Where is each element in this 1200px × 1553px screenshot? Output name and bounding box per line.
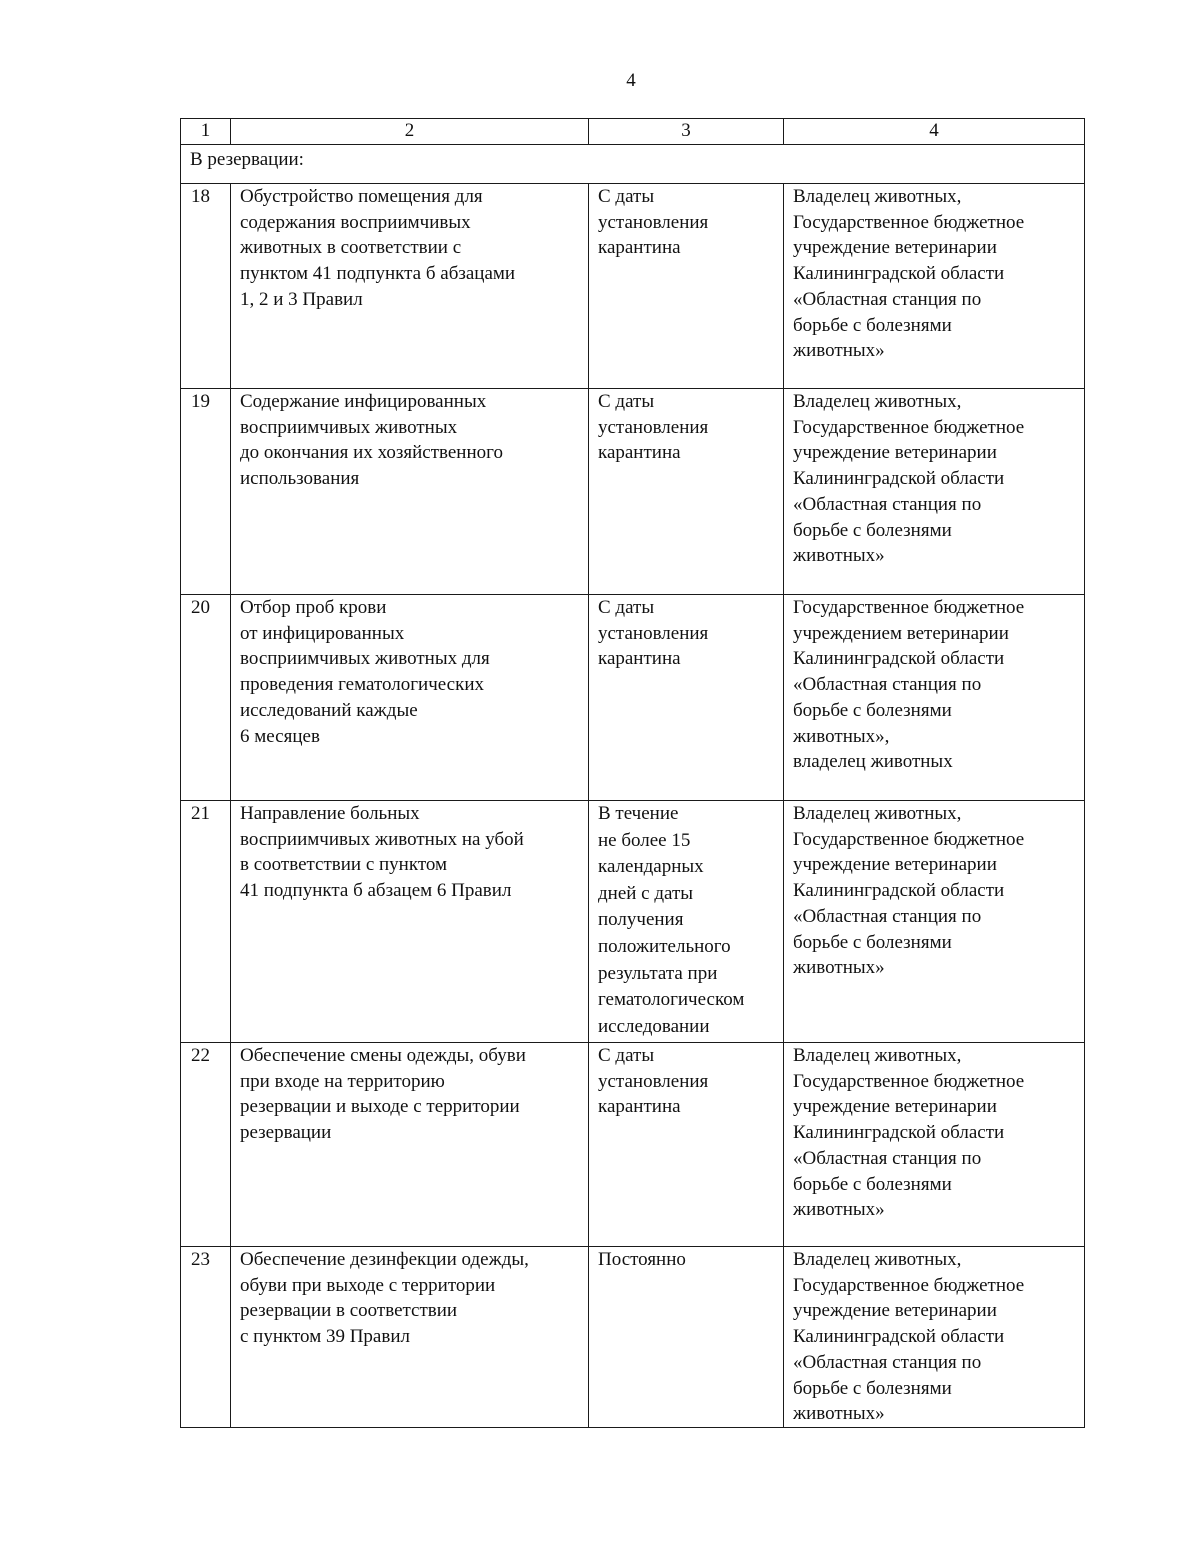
term-cell: В течение не более 15 календарных дней с даты получения положительного результата при гематологическом исследовании bbox=[589, 801, 784, 1043]
row-number: 21 bbox=[181, 801, 231, 1043]
measures-table bbox=[180, 118, 1085, 1428]
measure-cell: Содержание инфицированных восприимчивых животных до окончания их хозяйственного использования bbox=[231, 389, 589, 595]
row-number: 19 bbox=[181, 389, 231, 595]
header-cell-3: 3 bbox=[589, 119, 784, 145]
term-cell: С даты установления карантина bbox=[589, 389, 784, 595]
responsible-cell: Владелец животных, Государственное бюджетное учреждение ветеринарии Калининградской области «Областная станция по борьбе с болезнями животных» bbox=[784, 184, 1085, 389]
responsible-cell: Владелец животных, Государственное бюджетное учреждение ветеринарии Калининградской области «Областная станция по борьбе с болезнями животных» bbox=[784, 801, 1085, 1043]
term-cell: С даты установления карантина bbox=[589, 1043, 784, 1247]
section-row bbox=[181, 145, 1085, 184]
measure-cell: Обеспечение смены одежды, обуви при входе на территорию резервации и выходе с территории резервации bbox=[231, 1043, 589, 1247]
row-number: 20 bbox=[181, 595, 231, 801]
responsible-cell: Владелец животных, Государственное бюджетное учреждение ветеринарии Калининградской области «Областная станция по борьбе с болезнями животных» bbox=[784, 1043, 1085, 1247]
responsible-cell: Государственное бюджетное учреждением ветеринарии Калининградской области «Областная станция по борьбе с болезнями животных», владелец животных bbox=[784, 595, 1085, 801]
header-cell-4: 4 bbox=[784, 119, 1085, 145]
table-row bbox=[181, 595, 1085, 801]
measure-cell: Обустройство помещения для содержания восприимчивых животных в соответствии с пунктом 41 подпункта б абзацами 1, 2 и 3 Правил bbox=[231, 184, 589, 389]
table-row bbox=[181, 1247, 1085, 1428]
row-number: 22 bbox=[181, 1043, 231, 1247]
table-row bbox=[181, 184, 1085, 389]
header-cell-1: 1 bbox=[181, 119, 231, 145]
measure-cell: Направление больных восприимчивых животных на убой в соответствии с пунктом 41 подпункта б абзацем 6 Правил bbox=[231, 801, 589, 1043]
measure-cell: Обеспечение дезинфекции одежды, обуви при выходе с территории резервации в соответствии с пунктом 39 Правил bbox=[231, 1247, 589, 1428]
term-cell: Постоянно bbox=[589, 1247, 784, 1428]
row-number: 18 bbox=[181, 184, 231, 389]
table-row bbox=[181, 389, 1085, 595]
table-row bbox=[181, 1043, 1085, 1247]
responsible-cell: Владелец животных, Государственное бюджетное учреждение ветеринарии Калининградской области «Областная станция по борьбе с болезнями животных» bbox=[784, 389, 1085, 595]
page-number: 4 bbox=[626, 70, 636, 91]
responsible-cell: Владелец животных, Государственное бюджетное учреждение ветеринарии Калининградской области «Областная станция по борьбе с болезнями животных» bbox=[784, 1247, 1085, 1428]
measure-cell: Отбор проб крови от инфицированных восприимчивых животных для проведения гематологических исследований каждые 6 месяцев bbox=[231, 595, 589, 801]
table-row bbox=[181, 801, 1085, 1043]
section-title: В резервации: bbox=[181, 145, 1085, 184]
header-cell-2: 2 bbox=[231, 119, 589, 145]
row-number: 23 bbox=[181, 1247, 231, 1428]
term-cell: С даты установления карантина bbox=[589, 595, 784, 801]
table-header-row bbox=[181, 119, 1085, 145]
term-cell: С даты установления карантина bbox=[589, 184, 784, 389]
